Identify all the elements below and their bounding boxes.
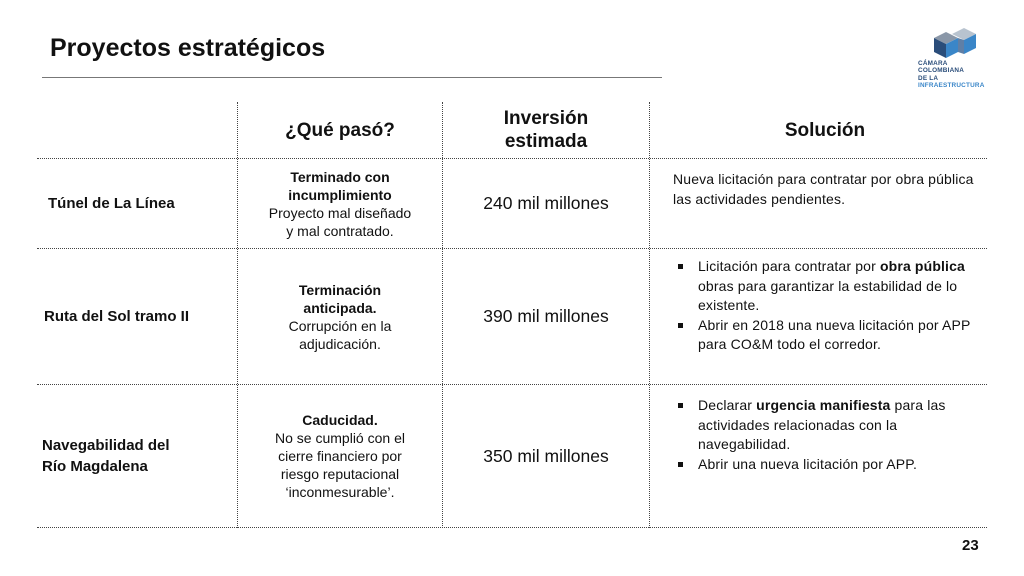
title-divider xyxy=(42,77,662,78)
what-text: ‘inconmesurable’. xyxy=(285,484,395,500)
header-investment-line-1: Inversión xyxy=(503,108,589,129)
row-name: Ruta del Sol tramo II xyxy=(44,308,190,325)
row-name-line-1: Navegabilidad del xyxy=(42,437,170,454)
row-investment: 350 mil millones xyxy=(483,445,609,466)
row-name-line-2: Río Magdalena xyxy=(42,458,148,475)
logo-line-1: CÁMARA COLOMBIANA xyxy=(918,60,965,75)
what-bold: Caducidad. xyxy=(302,412,378,428)
cci-logo xyxy=(918,28,990,92)
row-solution xyxy=(672,257,987,355)
what-text: riesgo reputacional xyxy=(280,466,400,482)
page-number: 23 xyxy=(962,537,979,554)
what-text: Proyecto mal diseñado xyxy=(268,204,412,221)
row-what xyxy=(238,249,442,384)
solution-bullet: Abrir una nueva licitación por APP. xyxy=(672,455,977,475)
header-investment xyxy=(443,102,649,158)
slide-title: Proyectos estratégicos xyxy=(50,34,326,62)
what-bold: anticipada. xyxy=(303,299,377,316)
solution-text: Nueva licitación para contratar por obra pública las actividades pendientes. xyxy=(673,171,974,207)
solution-list xyxy=(672,257,987,355)
what-text: cierre financiero por xyxy=(278,448,402,464)
logo-line-2: DE LA INFRAESTRUCTURA xyxy=(918,74,985,90)
header-solution: Solución xyxy=(784,119,866,141)
what-text: adjudicación. xyxy=(299,335,381,352)
solution-bullet: Abrir en 2018 una nueva licitación por APP para CO&M todo el corredor. xyxy=(672,316,987,355)
row-investment: 240 mil millones xyxy=(483,193,609,213)
cci-cube-logo-icon xyxy=(930,28,976,62)
column-divider xyxy=(649,102,650,528)
header-investment-line-2: estimada xyxy=(504,131,588,152)
what-bold: Terminado con xyxy=(290,168,390,185)
what-text: y mal contratado. xyxy=(286,222,394,239)
logo-wordmark xyxy=(918,60,990,90)
row-solution xyxy=(673,170,983,209)
solution-bullet: Licitación para contratar por obra pública obras para garantizar la estabilidad de lo existente. xyxy=(672,257,987,316)
what-text: Corrupción en la xyxy=(288,317,392,334)
row-investment: 390 mil millones xyxy=(483,306,609,326)
what-text: No se cumplió con el xyxy=(275,430,405,446)
row-name: Túnel de La Línea xyxy=(48,195,175,212)
solution-bullet: Declarar urgencia manifiesta para las actividades relacionadas con la navegabilidad. xyxy=(672,396,977,455)
row-what xyxy=(238,385,442,527)
header-what: ¿Qué pasó? xyxy=(285,119,395,141)
row-name xyxy=(42,385,236,527)
row-solution xyxy=(672,396,977,474)
row-what xyxy=(238,159,442,248)
solution-list xyxy=(672,396,977,474)
row-divider xyxy=(37,527,987,528)
what-bold: incumplimiento xyxy=(288,186,392,203)
what-bold: Terminación xyxy=(298,281,382,298)
